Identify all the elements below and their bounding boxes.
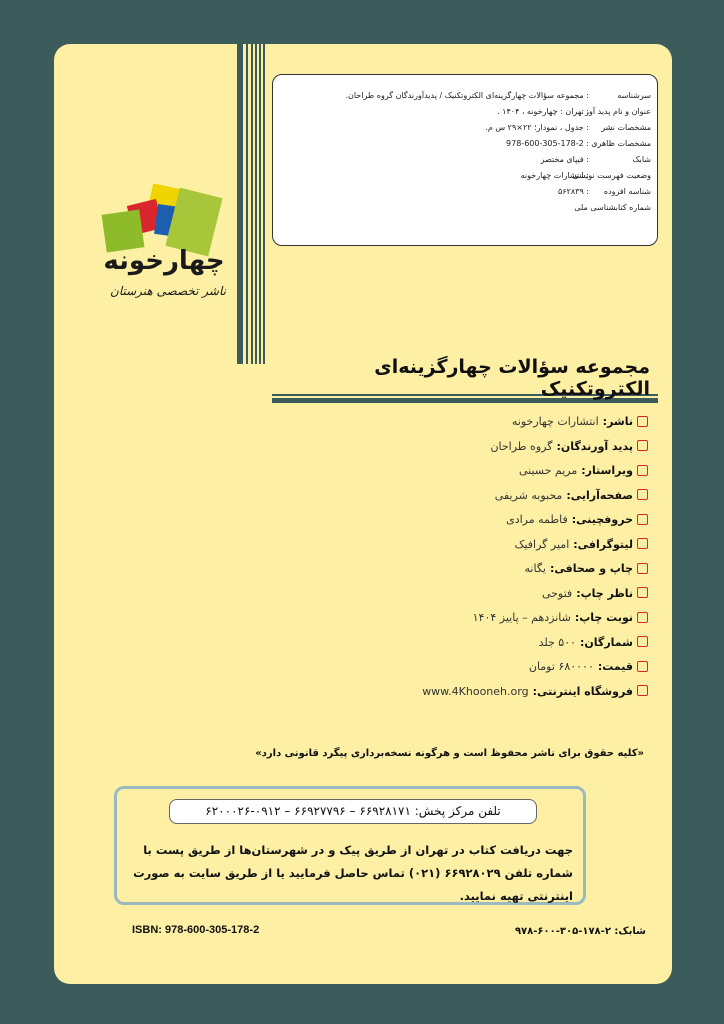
cip-label: سرشناسه bbox=[617, 91, 651, 100]
contact-box bbox=[114, 786, 586, 905]
cip-value: : مجموعه سؤالات چهارگزینه‌ای الکتروتکنیک / پدیدآورندگان گروه طراحان. bbox=[345, 91, 589, 100]
credit-key: ناظر چاپ: bbox=[576, 586, 633, 600]
cip-label: عنوان و نام پدید آور bbox=[585, 107, 651, 116]
credit-value: فتوحی bbox=[541, 586, 573, 600]
credit-key: چاپ و صحافی: bbox=[549, 562, 633, 575]
credit-key: ناشر: bbox=[602, 415, 633, 428]
bullet-icon bbox=[637, 465, 648, 476]
credit-item bbox=[495, 486, 648, 506]
credit-item bbox=[506, 510, 648, 530]
cip-label: وضعیت فهرست نویسی bbox=[572, 171, 651, 180]
cip-value: : 978-600-305-178-2 bbox=[506, 139, 589, 148]
credit-value: ۵۰۰ جلد bbox=[538, 635, 577, 649]
credit-value: مریم حسینی bbox=[518, 464, 578, 477]
credit-value: فاطمه مرادی bbox=[506, 513, 568, 526]
credit-item bbox=[515, 535, 648, 555]
credit-item bbox=[525, 559, 648, 579]
bullet-icon bbox=[637, 416, 648, 427]
cip-row bbox=[273, 137, 657, 151]
bullet-icon bbox=[637, 489, 648, 500]
credit-key: شمارگان: bbox=[580, 635, 633, 649]
bullet-icon bbox=[637, 563, 648, 574]
credit-value: امیر گرافیک bbox=[514, 537, 570, 551]
credit-key: فروشگاه اینترنتی: bbox=[532, 684, 633, 698]
credit-key: حروفچینی: bbox=[571, 513, 633, 526]
cover-page bbox=[54, 44, 672, 984]
credit-item bbox=[422, 682, 648, 702]
cip-row bbox=[273, 153, 657, 167]
credit-value: انتشارات چهارخونه bbox=[511, 415, 599, 428]
shabak-label: شابک: ۲-۱۷۸-۳۰۵-۶۰۰-۹۷۸ bbox=[514, 926, 646, 937]
cip-row bbox=[273, 105, 657, 119]
bullet-icon bbox=[637, 636, 648, 647]
credit-value: ۶۸۰۰۰۰ تومان bbox=[528, 660, 594, 673]
bullet-icon bbox=[637, 514, 648, 525]
credit-item bbox=[490, 437, 648, 457]
cip-row bbox=[273, 89, 657, 103]
order-note: جهت دریافت کتاب در تهران از طریق پیک و در شهرستان‌ها از طریق پست با شماره تلفن ۶۶۹۲۸۰۲۹ (۰۲۱) تماس حاصل فرمایید یا از طریق سایت به صورت اینترنتی تهیه نمایید. bbox=[133, 843, 573, 903]
credit-key: نوبت چاپ: bbox=[574, 611, 633, 624]
credit-value: محبوبه شریفی bbox=[494, 488, 563, 502]
credit-value: یگانه bbox=[524, 562, 546, 575]
isbn-label: ISBN: 978-600-305-178-2 bbox=[132, 924, 260, 936]
book-title: مجموعه سؤالات چهارگزینه‌ای الکتروتکنیک bbox=[374, 356, 650, 400]
bullet-icon bbox=[637, 661, 648, 672]
credit-key: لیتوگرافی: bbox=[573, 537, 633, 551]
copyright-notice: «کلیه حقوق برای ناشر محفوظ است و هرگونه نسخه‌برداری پیگرد قانونی دارد» bbox=[255, 748, 644, 759]
bullet-icon bbox=[637, 587, 648, 598]
cip-value: : جدول ، نمودار؛ ۲۲×۲۹ س م. bbox=[485, 123, 589, 132]
credit-item bbox=[542, 584, 648, 604]
credit-value: شانزدهم – پاییز ۱۴۰۴ bbox=[472, 611, 571, 624]
credit-key: قیمت: bbox=[597, 660, 633, 673]
cip-label: مشخصات نشر bbox=[601, 123, 651, 132]
credit-item bbox=[529, 657, 648, 677]
distribution-phone: تلفن مرکز پخش: ۶۶۹۲۸۱۷۱ – ۶۶۹۲۷۷۹۶ – ۰۹۱۲-۶۲۰۰۰۲۶ bbox=[169, 799, 537, 824]
credit-item bbox=[473, 608, 648, 628]
bullet-icon bbox=[637, 612, 648, 623]
credit-key: ویراستار: bbox=[581, 464, 633, 477]
cip-value: : انتشارات چهارخونه bbox=[520, 171, 589, 180]
credit-item bbox=[519, 461, 648, 481]
cip-value: : فیپای مختصر bbox=[540, 155, 589, 164]
credit-item bbox=[512, 412, 648, 432]
cip-value: : ۵۶۲۸۳۹ bbox=[557, 187, 589, 196]
cip-label: شماره کتابشناسی ملی bbox=[574, 203, 651, 212]
cip-row bbox=[273, 201, 657, 215]
cip-value: : تهران : چهارخونه ، ۱۴۰۴ . bbox=[497, 107, 589, 116]
credit-value: گروه طراحان bbox=[490, 439, 553, 453]
logo-name: چهارخونه bbox=[103, 246, 225, 276]
cip-label: مشخصات ظاهری bbox=[591, 139, 651, 148]
bullet-icon bbox=[637, 538, 648, 549]
cip-label: شناسه افزوده bbox=[603, 187, 651, 196]
cip-label: شابک bbox=[632, 155, 651, 164]
credit-item bbox=[539, 633, 648, 653]
publisher-logo bbox=[94, 184, 244, 314]
cip-row bbox=[273, 185, 657, 199]
cataloging-box bbox=[272, 74, 658, 246]
credit-value[interactable]: www.4Khooneh.org bbox=[422, 684, 529, 698]
bullet-icon bbox=[637, 440, 648, 451]
cip-row bbox=[273, 169, 657, 183]
cip-row bbox=[273, 121, 657, 135]
bullet-icon bbox=[637, 685, 648, 696]
logo-tagline: ناشر تخصصی هنرستان bbox=[110, 284, 226, 298]
credit-key: صفحه‌آرایی: bbox=[566, 488, 633, 502]
credit-key: پدید آورندگان: bbox=[556, 439, 633, 453]
